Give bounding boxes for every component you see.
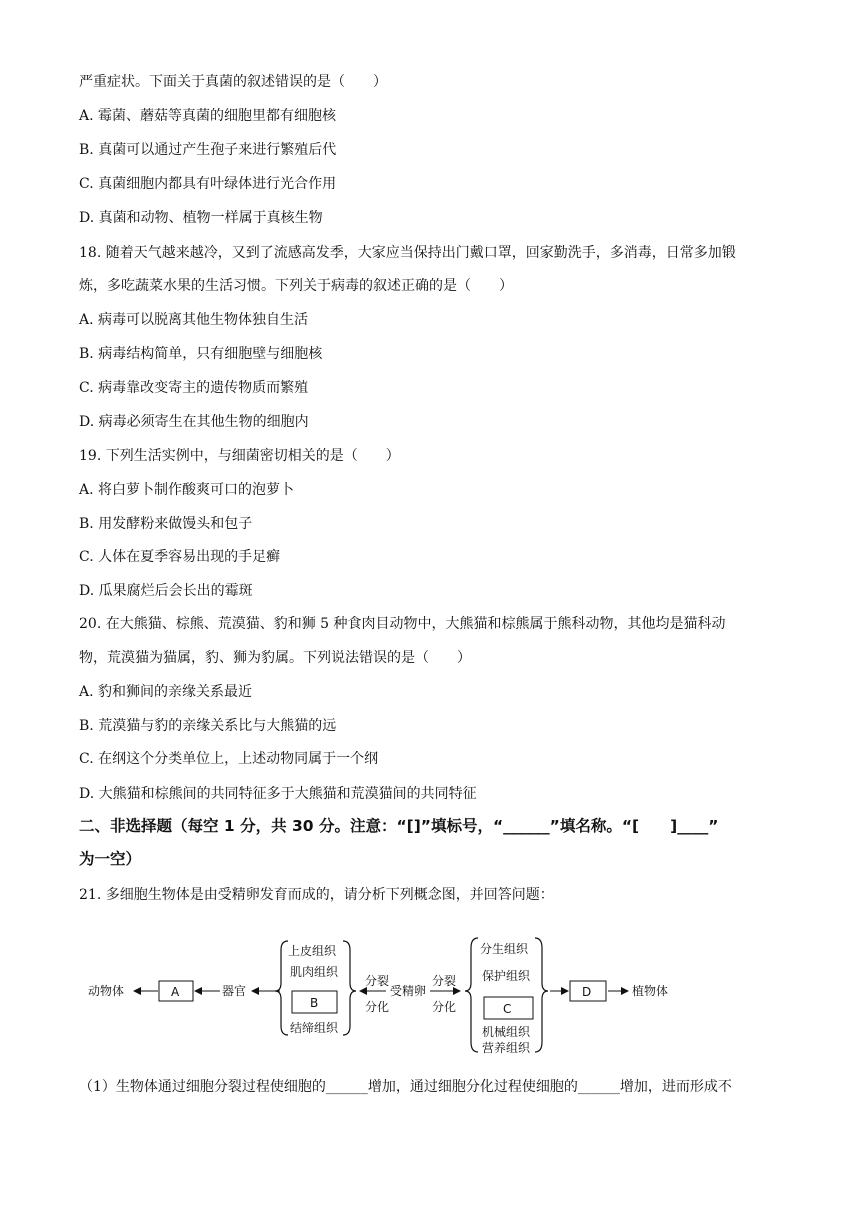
text-line-q17-c: C. 真菌细胞内都具有叶绿体进行光合作用 <box>79 176 337 192</box>
text-line-q20-d: D. 大熊猫和棕熊间的共同特征多于大熊猫和荒漠猫间的共同特征 <box>79 786 477 802</box>
text-line-q17-d: D. 真菌和动物、植物一样属于真核生物 <box>79 210 323 226</box>
box-d-label: D <box>582 985 592 999</box>
zygote-label: 受精卵 <box>390 984 427 998</box>
text-line-q18-a: A. 病毒可以脱离其他生物体独自生活 <box>79 312 309 328</box>
text-line-q19-d: D. 瓜果腐烂后会长出的霉斑 <box>79 583 253 599</box>
animal-tissue-3: 结缔组织 <box>290 1021 339 1035</box>
animal-tissue-brace-left <box>275 941 288 1035</box>
text-line-q20-b: B. 荒漠猫与豹的亲缘关系比与大熊猫的远 <box>79 718 337 734</box>
differentiate-left-label: 分化 <box>365 1000 390 1014</box>
plant-tissue-2: 保护组织 <box>482 969 531 983</box>
plant-tissue-brace-right <box>535 938 548 1052</box>
animal-tissue-2: 肌肉组织 <box>290 965 339 979</box>
text-line-q19-a: A. 将白萝卜制作酸爽可口的泡萝卜 <box>79 482 295 498</box>
animal-tissue-1: 上皮组织 <box>288 944 337 958</box>
plant-tissue-1: 分生组织 <box>480 942 529 956</box>
divide-left-label: 分裂 <box>365 974 390 988</box>
plant-body-label: 植物体 <box>632 984 669 998</box>
animal-tissue-brace-right <box>343 941 356 1035</box>
text-line-section2-title-2: 为一空） <box>79 850 142 868</box>
box-c-label: C <box>503 1002 512 1016</box>
text-line-q20-stem-2: 物，荒漠猫为猫属，豹、狮为豹属。下列说法错误的是（ ） <box>79 650 471 666</box>
plant-tissue-brace-left <box>465 938 478 1052</box>
text-line-q18-stem-1: 18. 随着天气越来越冷，又到了流感高发季，大家应当保持出门戴口罩，回家勤洗手，多消毒，日常多加锻 <box>79 245 736 261</box>
text-line-q19-stem: 19. 下列生活实例中，与细菌密切相关的是（ ） <box>79 448 400 464</box>
concept-diagram-svg <box>80 928 720 1068</box>
text-line-q19-b: B. 用发酵粉来做馒头和包子 <box>79 516 253 532</box>
text-line-q17-a: A. 霉菌、蘑菇等真菌的细胞里都有细胞核 <box>79 108 337 124</box>
text-line-q18-c: C. 病毒靠改变寄主的遗传物质而繁殖 <box>79 380 309 396</box>
text-line-q20-c: C. 在纲这个分类单位上，上述动物同属于一个纲 <box>79 751 379 767</box>
text-line-q18-stem-2: 炼，多吃蔬菜水果的生活习惯。下列关于病毒的叙述正确的是（ ） <box>79 278 513 294</box>
text-line-q18-d: D. 病毒必须寄生在其他生物的细胞内 <box>79 414 309 430</box>
divide-right-label: 分裂 <box>432 974 457 988</box>
text-line-q20-a: A. 豹和狮间的亲缘关系最近 <box>79 684 253 700</box>
text-line-q18-b: B. 病毒结构简单，只有细胞壁与细胞核 <box>79 346 323 362</box>
text-line-q17-b: B. 真菌可以通过产生孢子来进行繁殖后代 <box>79 142 337 158</box>
box-b-label: B <box>310 996 319 1010</box>
text-line-q19-c: C. 人体在夏季容易出现的手足癣 <box>79 549 281 565</box>
text-line-q20-stem-1: 20. 在大熊猫、棕熊、荒漠猫、豹和狮 5 种食肉目动物中，大熊猫和棕熊属于熊科动物，其他均是猫科动 <box>79 616 726 632</box>
plant-tissue-3: 机械组织 <box>482 1025 531 1039</box>
animal-body-label: 动物体 <box>88 984 125 998</box>
concept-diagram <box>80 928 720 1068</box>
text-line-q21-stem: 21. 多细胞生物体是由受精卵发育而成的，请分析下列概念图，并回答问题： <box>79 887 554 903</box>
box-a-label: A <box>171 985 180 999</box>
text-line-q17-stem-end: 严重症状。下面关于真菌的叙述错误的是（ ） <box>79 74 387 90</box>
text-line-q21-1: （1）生物体通过细胞分裂过程使细胞的______增加，通过细胞分化过程使细胞的______增加，进而形成不 <box>79 1079 732 1095</box>
organ-label: 器官 <box>222 984 247 998</box>
text-line-section2-title-1: 二、非选择题（每空 1 分，共 30 分。注意：“[]”填标号，“______”填名称。“[ ]____” <box>79 817 719 835</box>
differentiate-right-label: 分化 <box>432 1000 457 1014</box>
plant-tissue-4: 营养组织 <box>482 1041 531 1055</box>
